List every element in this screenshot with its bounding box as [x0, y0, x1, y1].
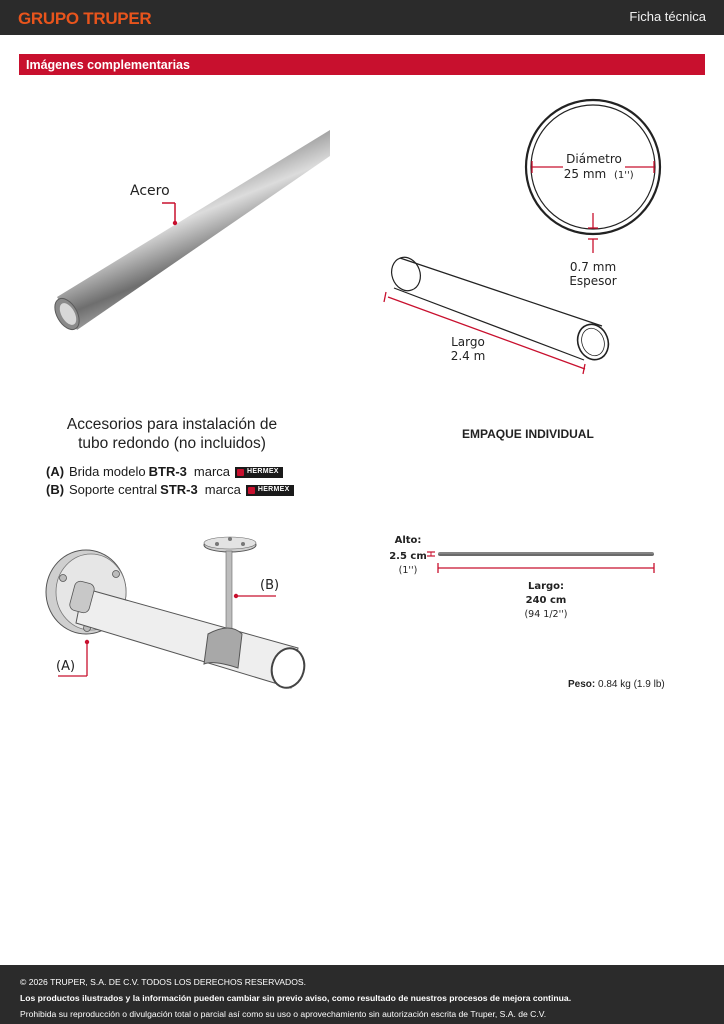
hermex-icon: [237, 469, 244, 476]
footer-notice: Los productos ilustrados y la información pueden cambiar sin previo aviso, como resultado de nuestros procesos de mejora continua.: [20, 993, 572, 1003]
package-length-label: Largo:: [527, 581, 565, 592]
section-title: Imágenes complementarias: [26, 58, 190, 72]
package-height-inch: (1''): [398, 565, 418, 576]
accessories-block: [46, 415, 346, 499]
package-title: EMPAQUE INDIVIDUAL: [462, 427, 594, 441]
thickness-label: Espesor: [569, 274, 617, 288]
thickness-value: 0.7 mm: [569, 260, 617, 274]
accessory-item-b: (B) Soporte central STR-3 marca HERMEX: [46, 481, 346, 499]
callout-a: (A): [56, 659, 76, 674]
footer-copyright: © 2026 TRUPER, S.A. DE C.V. TODOS LOS DERECHOS RESERVADOS.: [20, 977, 307, 987]
callout-b: (B): [260, 578, 280, 593]
length-value: 2.4 m: [450, 349, 486, 363]
diameter-inch: (1''): [614, 170, 634, 181]
footer-prohibition: Prohibida su reproducción o divulgación total o parcial así como su uso o aprovechamiento sin autorización escrita de Truper, S.A. de C.V.: [20, 1009, 547, 1019]
brand-logo: GRUPO TRUPER: [18, 9, 152, 28]
package-length-value: 240 cm: [525, 595, 567, 606]
document-type: Ficha técnica: [629, 9, 706, 24]
section-header: [19, 54, 705, 75]
length-label: Largo: [451, 335, 485, 349]
hermex-logo: HERMEX: [246, 485, 294, 496]
package-height-label: Alto:: [394, 535, 422, 546]
package-length-inch: (94 1/2''): [524, 609, 568, 620]
dimension-diagram: [380, 95, 680, 385]
material-label: Acero: [130, 183, 170, 199]
hermex-logo: HERMEX: [235, 467, 283, 478]
package-diagram: [380, 528, 670, 628]
accessories-title: Accesorios para instalación de tubo redondo (no incluidos): [66, 416, 278, 452]
package-weight: Peso: 0.84 kg (1.9 lb): [568, 679, 665, 690]
diameter-label: Diámetro: [566, 152, 622, 166]
package-height-value: 2.5 cm: [389, 551, 427, 562]
footer: [0, 965, 724, 1024]
accessory-item-a: (A) Brida modelo BTR-3 marca HERMEX: [46, 463, 346, 481]
installation-illustration: [36, 530, 326, 690]
top-bar: [0, 0, 724, 35]
diameter-value: 25 mm: [563, 167, 607, 181]
hermex-icon: [248, 487, 255, 494]
accessories-list: [46, 463, 346, 499]
steel-pipe-image: [40, 120, 340, 345]
